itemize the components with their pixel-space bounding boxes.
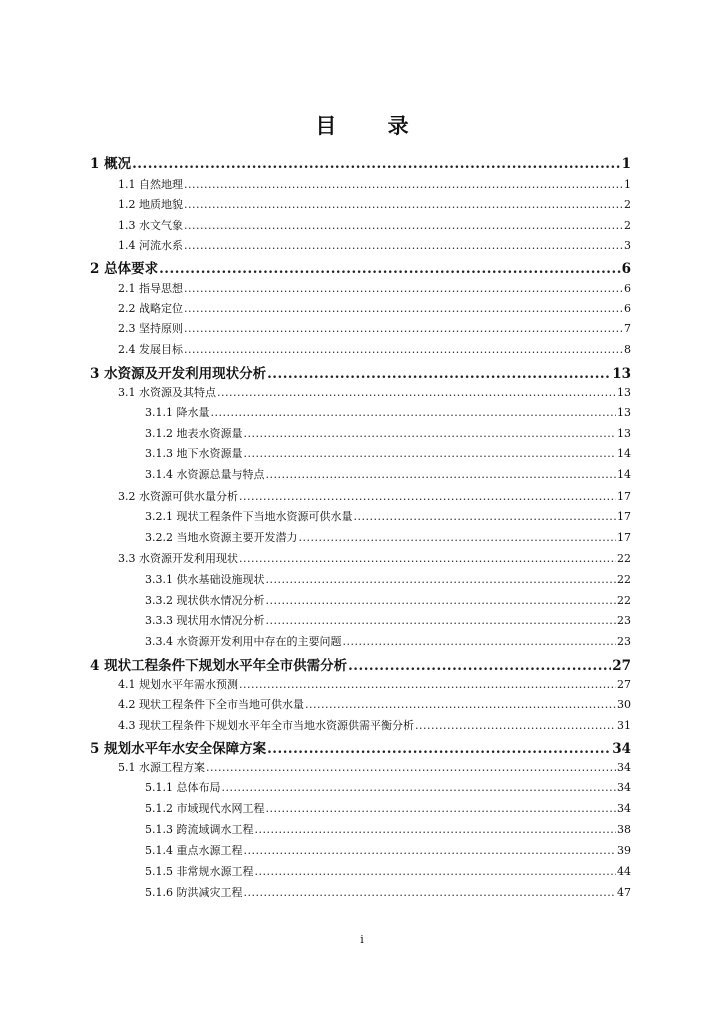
toc-entry-label: 4.2 现状工程条件下全市当地可供水量 [118, 698, 304, 711]
toc-entry-label: 1 概况 [90, 156, 132, 172]
toc-entry-page: 22 [617, 552, 631, 565]
toc-entry-page: 34 [617, 802, 631, 815]
toc-entry-label: 3.1.3 地下水资源量 [145, 447, 243, 460]
dot-leader [305, 698, 616, 711]
dot-leader [206, 761, 616, 774]
dot-leader [266, 573, 617, 586]
toc-entry-label: 3.3.1 供水基础设施现状 [145, 573, 265, 586]
dot-leader [244, 886, 617, 899]
dot-leader [266, 594, 617, 607]
toc-entry-label: 5.1 水源工程方案 [118, 761, 205, 774]
toc-entry-label: 1.4 河流水系 [118, 239, 183, 252]
toc-entry-chapter-1[interactable] [90, 152, 631, 172]
dot-leader [342, 635, 616, 648]
toc-entry-4-2[interactable] [118, 696, 631, 712]
toc-entry-label: 1.3 水文气象 [118, 219, 183, 232]
toc-entry-2-3[interactable] [118, 320, 631, 336]
toc-entry-page: 1 [621, 156, 631, 172]
dot-leader [184, 302, 623, 315]
toc-entry-page: 13 [617, 406, 631, 419]
dot-leader [239, 552, 616, 565]
toc-entry-page: 30 [617, 698, 631, 711]
dot-leader [132, 156, 621, 172]
toc-entry-chapter-4[interactable] [90, 654, 631, 674]
dot-leader [211, 406, 617, 419]
toc-entry-page: 7 [624, 322, 631, 335]
toc-entry-label: 5.1.4 重点水源工程 [145, 844, 243, 857]
toc-entry-page: 6 [624, 302, 631, 315]
toc-entry-3-1-4[interactable] [145, 466, 631, 482]
toc-entry-label: 4.1 规划水平年需水预测 [118, 678, 238, 691]
toc-entry-page: 22 [617, 594, 631, 607]
toc-entry-5-1[interactable] [118, 759, 631, 775]
toc-entry-label: 3.2.1 现状工程条件下当地水资源可供水量 [145, 510, 353, 523]
toc-entry-page: 22 [617, 573, 631, 586]
toc-entry-page: 23 [617, 614, 631, 627]
toc-entry-page: 34 [612, 741, 631, 757]
toc-entry-label: 3.3.3 现状用水情况分析 [145, 614, 265, 627]
toc-entry-3-3-1[interactable] [145, 571, 631, 587]
dot-leader [244, 844, 617, 857]
dot-leader [244, 427, 617, 440]
toc-entry-3-1-3[interactable] [145, 445, 631, 461]
toc-entry-3-3-4[interactable] [145, 633, 631, 649]
toc-entry-page: 13 [617, 386, 631, 399]
toc-entry-4-3[interactable] [118, 717, 631, 733]
toc-entry-page: 17 [617, 531, 631, 544]
dot-leader [267, 741, 611, 757]
toc-entry-3-2-2[interactable] [145, 529, 631, 545]
toc-entry-label: 3.1 水资源及其特点 [118, 386, 216, 399]
toc-entry-chapter-2[interactable] [90, 257, 631, 277]
toc-entry-1-3[interactable] [118, 217, 631, 233]
dot-leader [266, 468, 617, 481]
toc-entry-3-1-2[interactable] [145, 425, 631, 441]
dot-leader [217, 386, 616, 399]
dot-leader [184, 282, 623, 295]
toc-entry-5-1-4[interactable] [145, 842, 631, 858]
toc-entry-1-2[interactable] [118, 196, 631, 212]
toc-entry-page: 38 [617, 823, 631, 836]
dot-leader [353, 510, 616, 523]
dot-leader [415, 719, 616, 732]
toc-entry-label: 3.3.2 现状供水情况分析 [145, 594, 265, 607]
dot-leader [267, 366, 611, 382]
dot-leader [184, 343, 623, 356]
toc-entry-label: 5 规划水平年水安全保障方案 [90, 741, 267, 757]
toc-entry-3-2[interactable] [118, 488, 631, 504]
toc-entry-5-1-5[interactable] [145, 863, 631, 879]
toc-entry-page: 27 [617, 678, 631, 691]
toc-entry-chapter-3[interactable] [90, 362, 631, 382]
dot-leader [184, 219, 623, 232]
toc-entry-label: 3.3.4 水资源开发利用中存在的主要问题 [145, 635, 342, 648]
toc-entry-label: 5.1.2 市域现代水网工程 [145, 802, 265, 815]
dot-leader [239, 490, 616, 503]
toc-entry-page: 39 [617, 844, 631, 857]
dot-leader [222, 781, 617, 794]
toc-entry-page: 17 [617, 510, 631, 523]
toc-entry-2-1[interactable] [118, 280, 631, 296]
toc-entry-3-3-3[interactable] [145, 612, 631, 628]
dot-leader [244, 447, 617, 460]
toc-entry-3-3-2[interactable] [145, 592, 631, 608]
toc-entry-label: 5.1.3 跨流域调水工程 [145, 823, 254, 836]
toc-entry-page: 34 [617, 761, 631, 774]
toc-entry-label: 2.2 战略定位 [118, 302, 183, 315]
toc-entry-5-1-2[interactable] [145, 800, 631, 816]
toc-entry-label: 2.1 指导思想 [118, 282, 183, 295]
toc-entry-5-1-6[interactable] [145, 884, 631, 900]
toc-entry-page: 34 [617, 781, 631, 794]
dot-leader [184, 322, 623, 335]
toc-entry-3-2-1[interactable] [145, 508, 631, 524]
toc-entry-label: 3.1.4 水资源总量与特点 [145, 468, 265, 481]
toc-entry-label: 2.3 坚持原则 [118, 322, 183, 335]
toc-entry-page: 14 [617, 468, 631, 481]
toc-entry-5-1-1[interactable] [145, 779, 631, 795]
dot-leader [348, 658, 611, 674]
page-number-footer: i [360, 933, 364, 946]
toc-entry-page: 13 [617, 427, 631, 440]
toc-entry-page: 13 [612, 366, 631, 382]
dot-leader [266, 802, 617, 815]
toc-entry-label: 5.1.6 防洪减灾工程 [145, 886, 243, 899]
dot-leader [184, 198, 623, 211]
toc-entry-label: 5.1.5 非常规水源工程 [145, 865, 254, 878]
toc-entry-label: 5.1.1 总体布局 [145, 781, 221, 794]
toc-entry-page: 23 [617, 635, 631, 648]
dot-leader [159, 261, 621, 277]
toc-entry-chapter-5[interactable] [90, 737, 631, 757]
toc-entry-3-1[interactable] [118, 384, 631, 400]
toc-entry-label: 3.2 水资源可供水量分析 [118, 490, 238, 503]
dot-leader [266, 614, 617, 627]
toc-entry-page: 47 [617, 886, 631, 899]
toc-entry-label: 3.3 水资源开发利用现状 [118, 552, 238, 565]
toc-entry-label: 2 总体要求 [90, 261, 159, 277]
toc-entry-4-1[interactable] [118, 676, 631, 692]
toc-entry-label: 3.2.2 当地水资源主要开发潜力 [145, 531, 298, 544]
dot-leader [184, 239, 623, 252]
toc-entry-page: 14 [617, 447, 631, 460]
toc-entry-page: 8 [624, 343, 631, 356]
toc-entry-page: 31 [617, 719, 631, 732]
toc-entry-page: 3 [624, 239, 631, 252]
dot-leader [255, 823, 617, 836]
toc-entry-label: 2.4 发展目标 [118, 343, 183, 356]
dot-leader [184, 178, 623, 191]
toc-entry-1-4[interactable] [118, 237, 631, 253]
toc-entry-page: 6 [624, 282, 631, 295]
toc-entry-page: 27 [612, 658, 631, 674]
toc-entry-3-3[interactable] [118, 550, 631, 566]
dot-leader [239, 678, 616, 691]
toc-entry-1-1[interactable] [118, 176, 631, 192]
toc-entry-label: 3.1.1 降水量 [145, 406, 210, 419]
toc-entry-label: 4 现状工程条件下规划水平年全市供需分析 [90, 658, 348, 674]
toc-entry-page: 17 [617, 490, 631, 503]
toc-entry-2-2[interactable] [118, 300, 631, 316]
dot-leader [255, 865, 617, 878]
toc-entry-page: 2 [624, 219, 631, 232]
toc-entry-label: 3.1.2 地表水资源量 [145, 427, 243, 440]
toc-entry-page: 6 [621, 261, 631, 277]
toc-entry-label: 4.3 现状工程条件下规划水平年全市当地水资源供需平衡分析 [118, 719, 414, 732]
toc-entry-3-1-1[interactable] [145, 404, 631, 420]
toc-entry-page: 2 [624, 198, 631, 211]
toc-entry-page: 44 [617, 865, 631, 878]
toc-entry-label: 3 水资源及开发利用现状分析 [90, 366, 267, 382]
toc-entry-page: 1 [624, 178, 631, 191]
toc-entry-2-4[interactable] [118, 341, 631, 357]
toc-entry-label: 1.2 地质地貌 [118, 198, 183, 211]
toc-entry-5-1-3[interactable] [145, 821, 631, 837]
dot-leader [299, 531, 617, 544]
toc-entry-label: 1.1 自然地理 [118, 178, 183, 191]
toc-title: 目 录 [315, 113, 431, 138]
